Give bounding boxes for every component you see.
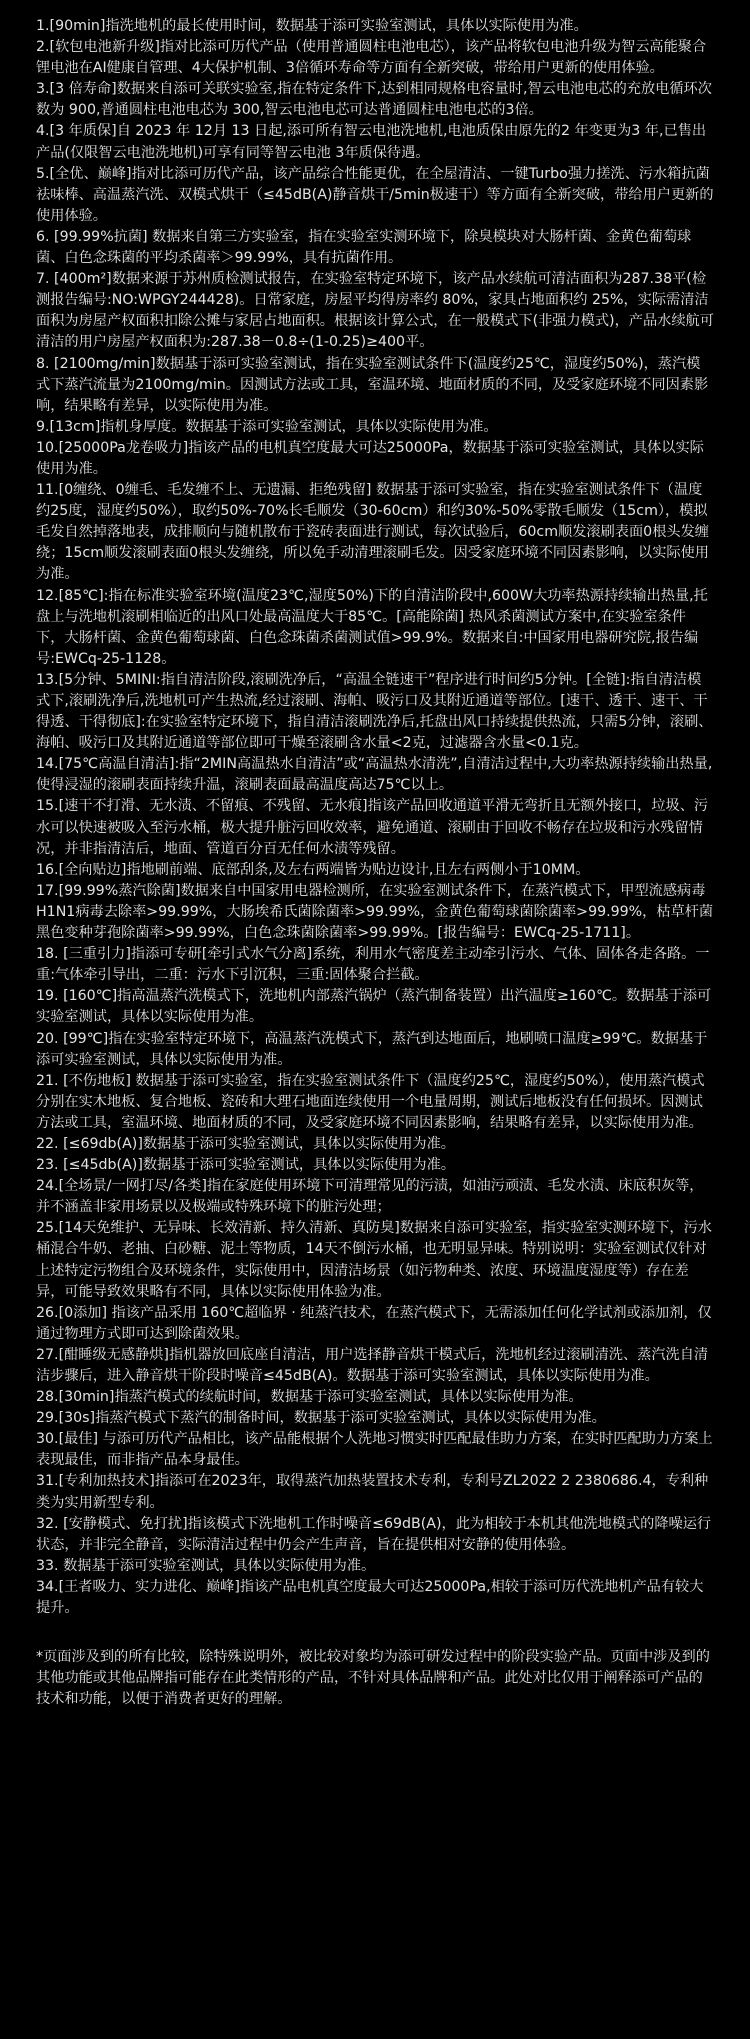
footnote-item: 23. [≤45db(A)]数据基于添可实验室测试，具体以实际使用为准。 [36, 1157, 455, 1174]
footnote-item: 7. [400m²]数据来源于苏州质检测试报告，在实验室特定环境下，该产品水续航可清洁面积为287.38平(检测报告编号:NO:WPGY244428)。日常家庭，房屋平均得房率约 80%，家具占地面积约 25%，实际需清洁面积为房屋产权面积扣除公摊与家居占地面积。根据该计算公式，在一般模式下(非强力模式)，产品水续航可清洁的用户房屋产权面积为:287.38－0.8÷(1-0.25)≥400平。 [36, 271, 714, 351]
footnote-item: 8. [2100mg/min]数据基于添可实验室测试，指在实验室测试条件下(温度约25℃，湿度约50%)，蒸汽模式下蒸汽流量为2100mg/min。因测试方法或工具，室温环境、地面材质的不同，及受家庭环境不同因素影响，结果略有差异，以实际使用为准。 [36, 355, 709, 414]
footnote-item: 26.[0添加] 指该产品采用 160℃超临界 · 纯蒸汽技术，在蒸汽模式下，无需添加任何化学试剂或添加剂，仅通过物理方式即可达到除菌效果。 [36, 1304, 712, 1342]
footnote-item: 24.[全场景/一网打尽/各类]指在家庭使用环境下可清理常见的污渍，如油污顽渍、毛发水渍、床底积灰等，并不涵盖非家用场景以及极端或特殊环境下的脏污处理； [36, 1178, 704, 1216]
footnote-item: 30.[最佳] 与添可历代产品相比，该产品能根据个人洗地习惯实时匹配最佳助力方案，在实时匹配助力方案上表现最佳，而非指产品本身最佳。 [36, 1431, 713, 1469]
footnote-item: 12.[85℃]:指在标准实验室环境(温度23℃,湿度50%)下的自清洁阶段中,600W大功率热源持续输出热量,托盘上与洗地机滚刷相临近的出风口处最高温度大于85℃。[高能除菌] 热风杀菌测试方案中,在实验室条件下，大肠杆菌、金黄色葡萄球菌、白色念珠菌杀菌测试值>99.9%。数据来自:中国家用电器研究院,报告编号:EWCq-25-1128。 [36, 587, 708, 667]
footnote-item: 2.[软包电池新升级]指对比添可历代产品（使用普通圆柱电池电芯），该产品将软包电池升级为智云高能聚合锂电池在AI健康自管理、4大保护机制、3倍循环寿命等方面有全新突破，带给用户更新的使用体验。 [36, 39, 707, 77]
footnote-item: 14.[75℃高温自清洁]:指“2MIN高温热水自清洁”或“高温热水清洗”,自清洁过程中,大功率热源持续输出热量,使得浸湿的滚刷表面持续升温，滚刷表面最高温度高达75℃以上。 [36, 756, 713, 794]
footnote-item: 31.[专利加热技术]指添可在2023年，取得蒸汽加热装置技术专利，专利号ZL2022 2 2380686.4，专利种类为实用新型专利。 [36, 1473, 709, 1511]
footnote-item: 11.[0缠绕、0缠毛、毛发缠不上、无遗漏、拒绝残留] 数据基于添可实验室，指在实验室测试条件下（温度约25度，湿度约50%），取约50%-70%长毛顺发（30-60cm）和约30%-50%零散毛顺发（15cm），模拟毛发自然掉落地表，成排顺向与随机散布于瓷砖表面进行测试，每次试验后，60cm顺发滚刷表面0根头发缠绕；15cm顺发滚刷表面0根头发缠绕，所以免手动清理滚刷毛发。因受家庭环境不同因素影响，以实际使用为准。 [36, 482, 709, 583]
footnote-item: 1.[90min]指洗地机的最长使用时间，数据基于添可实验室测试，具体以实际使用为准。 [36, 18, 588, 34]
footnote-item: 32. [安静模式、免打扰]指该模式下洗地机工作时噪音≤69dB(A)，此为相较于本机其他洗地模式的降噪运行状态，并非完全静音，实际清洁过程中仍会产生声音，旨在提供相对安静的使用体验。 [36, 1515, 712, 1553]
footnote-item: 9.[13cm]指机身厚度。数据基于添可实验室测试，具体以实际使用为准。 [36, 418, 498, 435]
footnote-item: 34.[王者吸力、实力进化、巅峰]指该产品电机真空度最大可达25000Pa,相较于添可历代洗地机产品有较大提升。 [36, 1578, 704, 1617]
footnote-item: 25.[14天免维护、无异味、长效清新、持久清新、真防臭]数据来自添可实验室，指实验室实测环境下，污水桶混合牛奶、老抽、白砂糖、泥土等物质，14天不倒污水桶，也无明显异味。特别说明：实验室测试仅针对上述特定污物组合及环境条件，实际使用中，因清洁场景（如污物种类、浓度、环境温度湿度等）存在差异，可能导致效果略有不同，具体以实际使用体验为准。 [36, 1220, 712, 1300]
footnote-item: 28.[30min]指蒸汽模式的续航时间，数据基于添可实验室测试，具体以实际使用为准。 [36, 1389, 583, 1406]
footnote-item: 16.[全向贴边]指地刷前端、底部刮条,及左右两端皆为贴边设计,且左右两侧小于10MM。 [36, 861, 590, 878]
footnote-item: 10.[25000Pa龙卷吸力]指该产品的电机真空度最大可达25000Pa，数据基于添可实验室测试，具体以实际使用为准。 [36, 439, 704, 477]
footnote-item: 29.[30s]指蒸汽模式下蒸汽的制备时间，数据基于添可实验室测试，具体以实际使用为准。 [36, 1410, 606, 1427]
footnote-item: 6. [99.99%抗菌] 数据来自第三方实验室，指在实验室实测环境下，除臭模块对大肠杆菌、金黄色葡萄球菌、白色念珠菌的平均杀菌率＞99.99%，具有抗菌作用。 [36, 228, 692, 267]
footnote-item: 22. [≤69db(A)]数据基于添可实验室测试，具体以实际使用为准。 [36, 1135, 455, 1152]
footnote-item: 3.[3 倍寿命]数据来自添可关联实验室,指在特定条件下,达到相同规格电容量时,智云电池电芯的充放电循环次数为 900,普通圆柱电池电芯为 300,智云电池电芯可达普通圆柱电池电芯的3倍。 [36, 81, 712, 119]
footnote-item: 20. [99℃]指在实验室特定环境下，高温蒸汽洗模式下，蒸汽到达地面后，地刷喷口温度≥99℃。数据基于添可实验室测试，具体以实际使用为准。 [36, 1030, 708, 1068]
disclaimer: *页面涉及到的所有比较，除特殊说明外，被比较对象均为添可研发过程中的阶段实验产品。页面中涉及到的其他功能或其他品牌指可能存在此类情形的产品，不针对具体品牌和产品。此处对比仅用于阐释添可产品的技术和功能，以便于消费者更好的理解。 [36, 1649, 710, 1708]
footnote-item: 33. 数据基于添可实验室测试，具体以实际使用为准。 [36, 1557, 376, 1574]
footnote-item: 27.[酣睡级无感静烘]指机器放回底座自清洁，用户选择静音烘干模式后，洗地机经过滚刷清洗、蒸汽洗自清洁步骤后，进入静音烘干阶段时噪音≤45dB(A)。数据基于添可实验室测试，具体以实际使用为准。 [36, 1346, 709, 1384]
footnote-item: 5.[全优、巅峰]指对比添可历代产品，该产品综合性能更优，在全屋清洁、一键Turbo强力搓洗、污水箱抗菌祛味棒、高温蒸汽洗、双模式烘干（≤45dB(A)静音烘干/5min极速干）等方面有全新突破，带给用户更新的使用体验。 [36, 165, 714, 224]
footnote-item: 4.[3 年质保]自 2023 年 12月 13 日起,添可所有智云电池洗地机,电池质保由原先的2 年变更为3 年,已售出产品(仅限智云电池洗地机)可享有同等智云电池 3年质保待遇。 [36, 123, 707, 161]
footnote-list [36, 16, 714, 1619]
footnote-item: 19. [160℃]指高温蒸汽洗模式下，洗地机内部蒸汽锅炉（蒸汽制备装置）出汽温度≥160℃。数据基于添可实验室测试，具体以实际使用为准。 [36, 988, 712, 1026]
footnote-item: 15.[速干不打滑、无水渍、不留痕、不残留、无水痕]指该产品回收通道平滑无弯折且无额外接口，垃圾、污水可以快速被吸入至污水桶，极大提升脏污回收效率，避免通道、滚刷由于回收不畅存在垃圾和污水残留情况，并非指清洁后，地面、管道百分百无任何水渍等残留。 [36, 798, 709, 857]
footnote-item: 21. [不伤地板] 数据基于添可实验室，指在实验室测试条件下（温度约25℃，湿度约50%），使用蒸汽模式分别在实木地板、复合地板、瓷砖和大理石地面连续使用一个电量周期，测试后地板没有任何损坏。因测试方法或工具，室温环境、地面材质的不同，及受家庭环境不同因素影响，结果略有差异，以实际使用为准。 [36, 1072, 705, 1131]
footnote-item: 13.[5分钟、5MINI:指自清洁阶段,滚刷洗净后，“高温全链速干”程序进行时间约5分钟。[全链]:指自清洁模式下,滚刷洗净后,洗地机可产生热流,经过滚刷、海帕、吸污口及其附近通道等部位。[速干、透干、速干、干得透、干得彻底]:在实验室特定环境下，指自清洁滚刷洗净后,托盘出风口持续提供热流，只需5分钟，滚刷、海帕、吸污口及其附近通道等部位即可干燥至滚刷含水量<2克，过滤器含水量<0.1克。 [36, 671, 713, 752]
footnote-item: 18. [三重引力]指添可专研[牵引式水气分离]系统，利用水气密度差主动牵引污水、气体、固体各走各路。一重:气体牵引导出，二重：污水下引沉积，三重:固体聚合拦截。 [36, 946, 710, 984]
footnote-item: 17.[99.99%蒸汽除菌]数据来自中国家用电器检测所，在实验室测试条件下，在蒸汽模式下，甲型流感病毒H1N1病毒去除率>99.99%，大肠埃希氏菌除菌率>99.99%，金黄色葡萄球菌除菌率>99.99%，枯草杆菌黑色变种芽孢除菌率>99.99%，白色念珠菌除菌率>99.99%。[报告编号：EWCq-25-1711]。 [36, 882, 714, 942]
